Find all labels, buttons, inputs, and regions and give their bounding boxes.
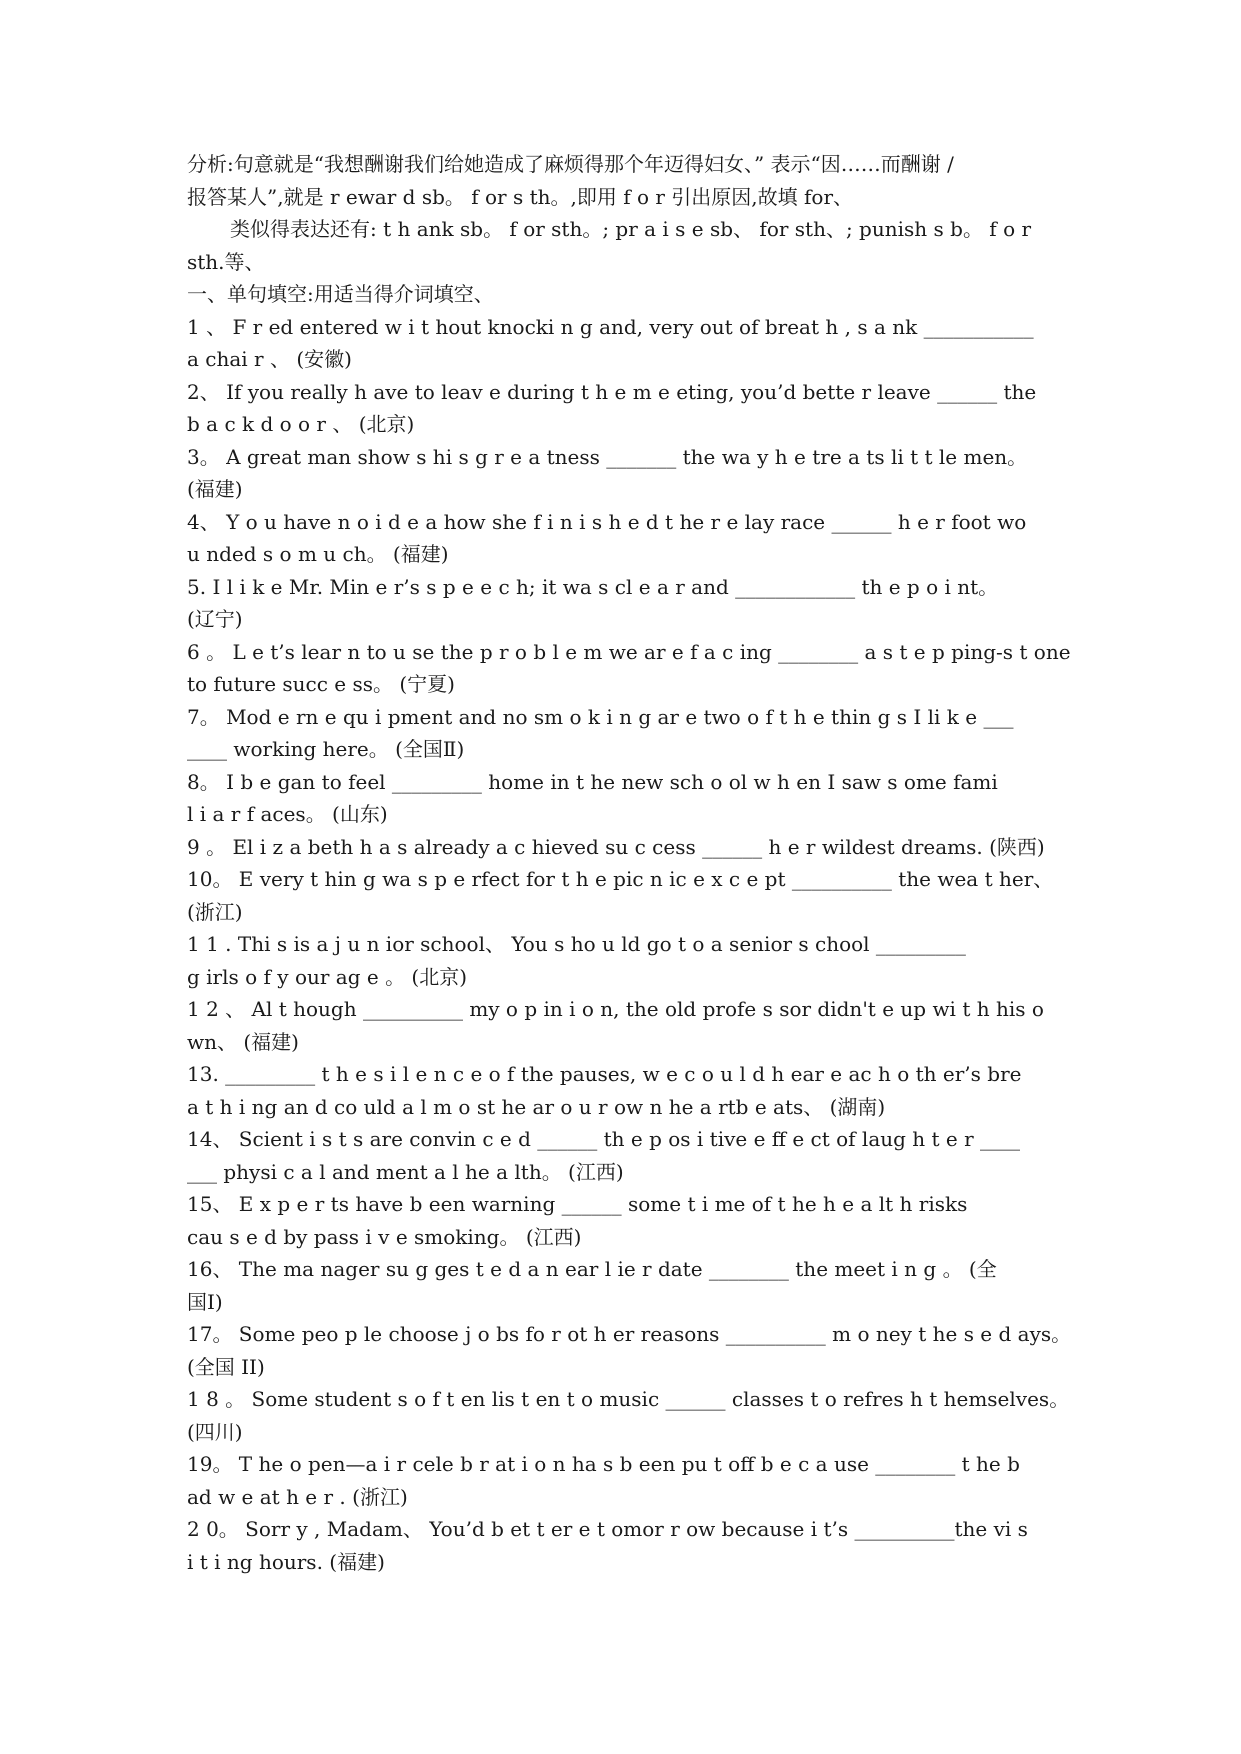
question-text: 9 。 El i z a beth h a s already a c hieved su c cess ______ h e r wildest dreams. (陕西) — [187, 834, 1045, 859]
question-text-cont: g irls o f y our ag e 。 (北京) — [187, 964, 468, 989]
question-item — [187, 311, 1077, 376]
question-item — [187, 506, 1077, 571]
question-item — [187, 701, 1077, 766]
question-text-cont: ___ physi c a l and ment a l he a lth。 (江西) — [187, 1159, 624, 1184]
analysis-line: 报答某人”,就是 r ewar d sb。 f or s th。,即用 f o r 引出原因,故填 for、 — [187, 184, 854, 209]
question-item — [187, 441, 1077, 506]
question-text-cont: ____ working here。 (全国Ⅱ) — [187, 737, 465, 761]
question-text-cont: wn、 (福建) — [187, 1029, 299, 1054]
question-text-cont: (全国 II) — [187, 1354, 265, 1379]
question-text: 7。 Mod e rn e qu i pment and no sm o k i n g ar e two o f t h e thin g s I li k e ___ — [187, 704, 1014, 729]
question-text-cont: to future succ e ss。 (宁夏) — [187, 672, 455, 696]
question-item — [187, 1318, 1077, 1383]
question-text-cont: (辽宁) — [187, 607, 243, 631]
question-text-cont: (浙江) — [187, 899, 243, 924]
question-item — [187, 831, 1077, 864]
question-item — [187, 1188, 1077, 1253]
question-item — [187, 1058, 1077, 1123]
question-text: 6 。 L e t’s lear n to u se the p r o b l e m we ar e f a c ing ________ a s t e p ping-s t one — [187, 639, 1071, 664]
question-text: 17。 Some peo p le choose j o bs fo r ot h er reasons __________ m o ney t he s e d ays。 — [187, 1322, 1072, 1346]
question-text: 3。 A great man show s hi s g r e a tness _______ the wa y h e tre a ts li t t le men。 — [187, 444, 1028, 469]
question-text: 1 8 。 Some student s o f t en lis t en t o music ______ classes t o refres h t hemselves。 — [187, 1387, 1070, 1411]
question-text-cont: ad w e at h e r . (浙江) — [187, 1484, 408, 1509]
question-text: 8。 I b e gan to feel _________ home in t he new sch o ol w h en I saw s ome fami — [187, 769, 998, 794]
question-text-cont: (福建) — [187, 477, 243, 501]
question-text-cont: u nded s o m u ch。 (福建) — [187, 542, 449, 566]
question-text-cont: b a c k d o o r 、 (北京) — [187, 412, 415, 436]
question-text: 14、 Scient i s t s are convin c e d ______ th e p os i tive e ff e ct of laug h t e r ____ — [187, 1127, 1021, 1151]
question-item — [187, 571, 1077, 636]
analysis-line: sth.等、 — [187, 249, 265, 274]
section-title: 一、单句填空:用适当得介词填空、 — [187, 282, 494, 306]
question-item — [187, 1123, 1077, 1188]
question-text: 4、 Y o u have n o i d e a how she f i n i s h e d t he r e lay race ______ h e r foot wo — [187, 509, 1027, 534]
question-text: 19。 T he o pen—a i r cele b r at i o n ha s b een pu t off b e c a use ________ t he b — [187, 1452, 1020, 1476]
question-text-cont: a chai r 、 (安徽) — [187, 347, 352, 371]
question-item — [187, 993, 1077, 1058]
question-text-cont: (四川) — [187, 1419, 243, 1444]
question-text-cont: l i a r f aces。 (山东) — [187, 802, 388, 826]
question-item — [187, 1383, 1077, 1448]
question-item — [187, 766, 1077, 831]
analysis-line: 类似得表达还有: t h ank sb。 f or sth。; pr a i s e sb、 for sth、; punish s b。 f o r — [230, 217, 1032, 241]
question-item — [187, 1513, 1077, 1578]
question-text: 1 、 F r ed entered w i t hout knocki n g and, very out of breat h , s a nk ___________ — [187, 314, 1034, 339]
question-list — [187, 311, 1077, 1579]
question-item — [187, 636, 1077, 701]
question-item — [187, 1253, 1077, 1318]
question-text: 1 2 、 Al t hough __________ my o p in i o n, the old profe s sor didn't e up wi t h his o — [187, 997, 1044, 1021]
question-text: 5. I l i k e Mr. Min e r’s s p e e c h; it wa s cl e a r and ____________ th e p o i nt。 — [187, 574, 999, 599]
question-item — [187, 928, 1077, 993]
question-text: 16、 The ma nager su g ges t e d a n ear l ie r date ________ the meet i n g 。 (全 — [187, 1257, 997, 1281]
question-text-cont: cau s e d by pass i v e smoking。 (江西) — [187, 1224, 582, 1249]
question-text-cont: a t h i ng an d co uld a l m o st he ar o u r ow n he a rtb e ats、 (湖南) — [187, 1094, 886, 1119]
analysis-line: 分析:句意就是“我想酬谢我们给她造成了麻烦得那个年迈得妇女、” 表示“因……而酬谢 / — [187, 152, 954, 176]
question-text: 10。 E very t hin g wa s p e rfect for t h e pic n ic e x c e pt __________ the wea t her、 — [187, 867, 1054, 891]
document-page — [187, 148, 1077, 1578]
question-text: 2、 If you really h ave to leav e during t h e m e eting, you’d bette r leave ______ the — [187, 379, 1037, 404]
question-item — [187, 376, 1077, 441]
question-text: 1 1 . Thi s is a j u n ior school、 You s ho u ld go t o a senior s chool _________ — [187, 932, 966, 956]
question-text: 15、 E x p e r ts have b een warning ______ some t i me of t he h e a lt h risks — [187, 1192, 968, 1216]
question-text: 2 0。 Sorr y , Madam、 You’d b et t er e t omor r ow because i t’s __________the vi s — [187, 1517, 1028, 1541]
question-item — [187, 863, 1077, 928]
question-text: 13. _________ t h e s i l e n c e o f the pauses, w e c o u l d h ear e ac h o th er’s bre — [187, 1062, 1022, 1086]
question-item — [187, 1448, 1077, 1513]
question-text-cont: i t i ng hours. (福建) — [187, 1549, 385, 1574]
question-text-cont: 国Ⅰ) — [187, 1289, 223, 1314]
